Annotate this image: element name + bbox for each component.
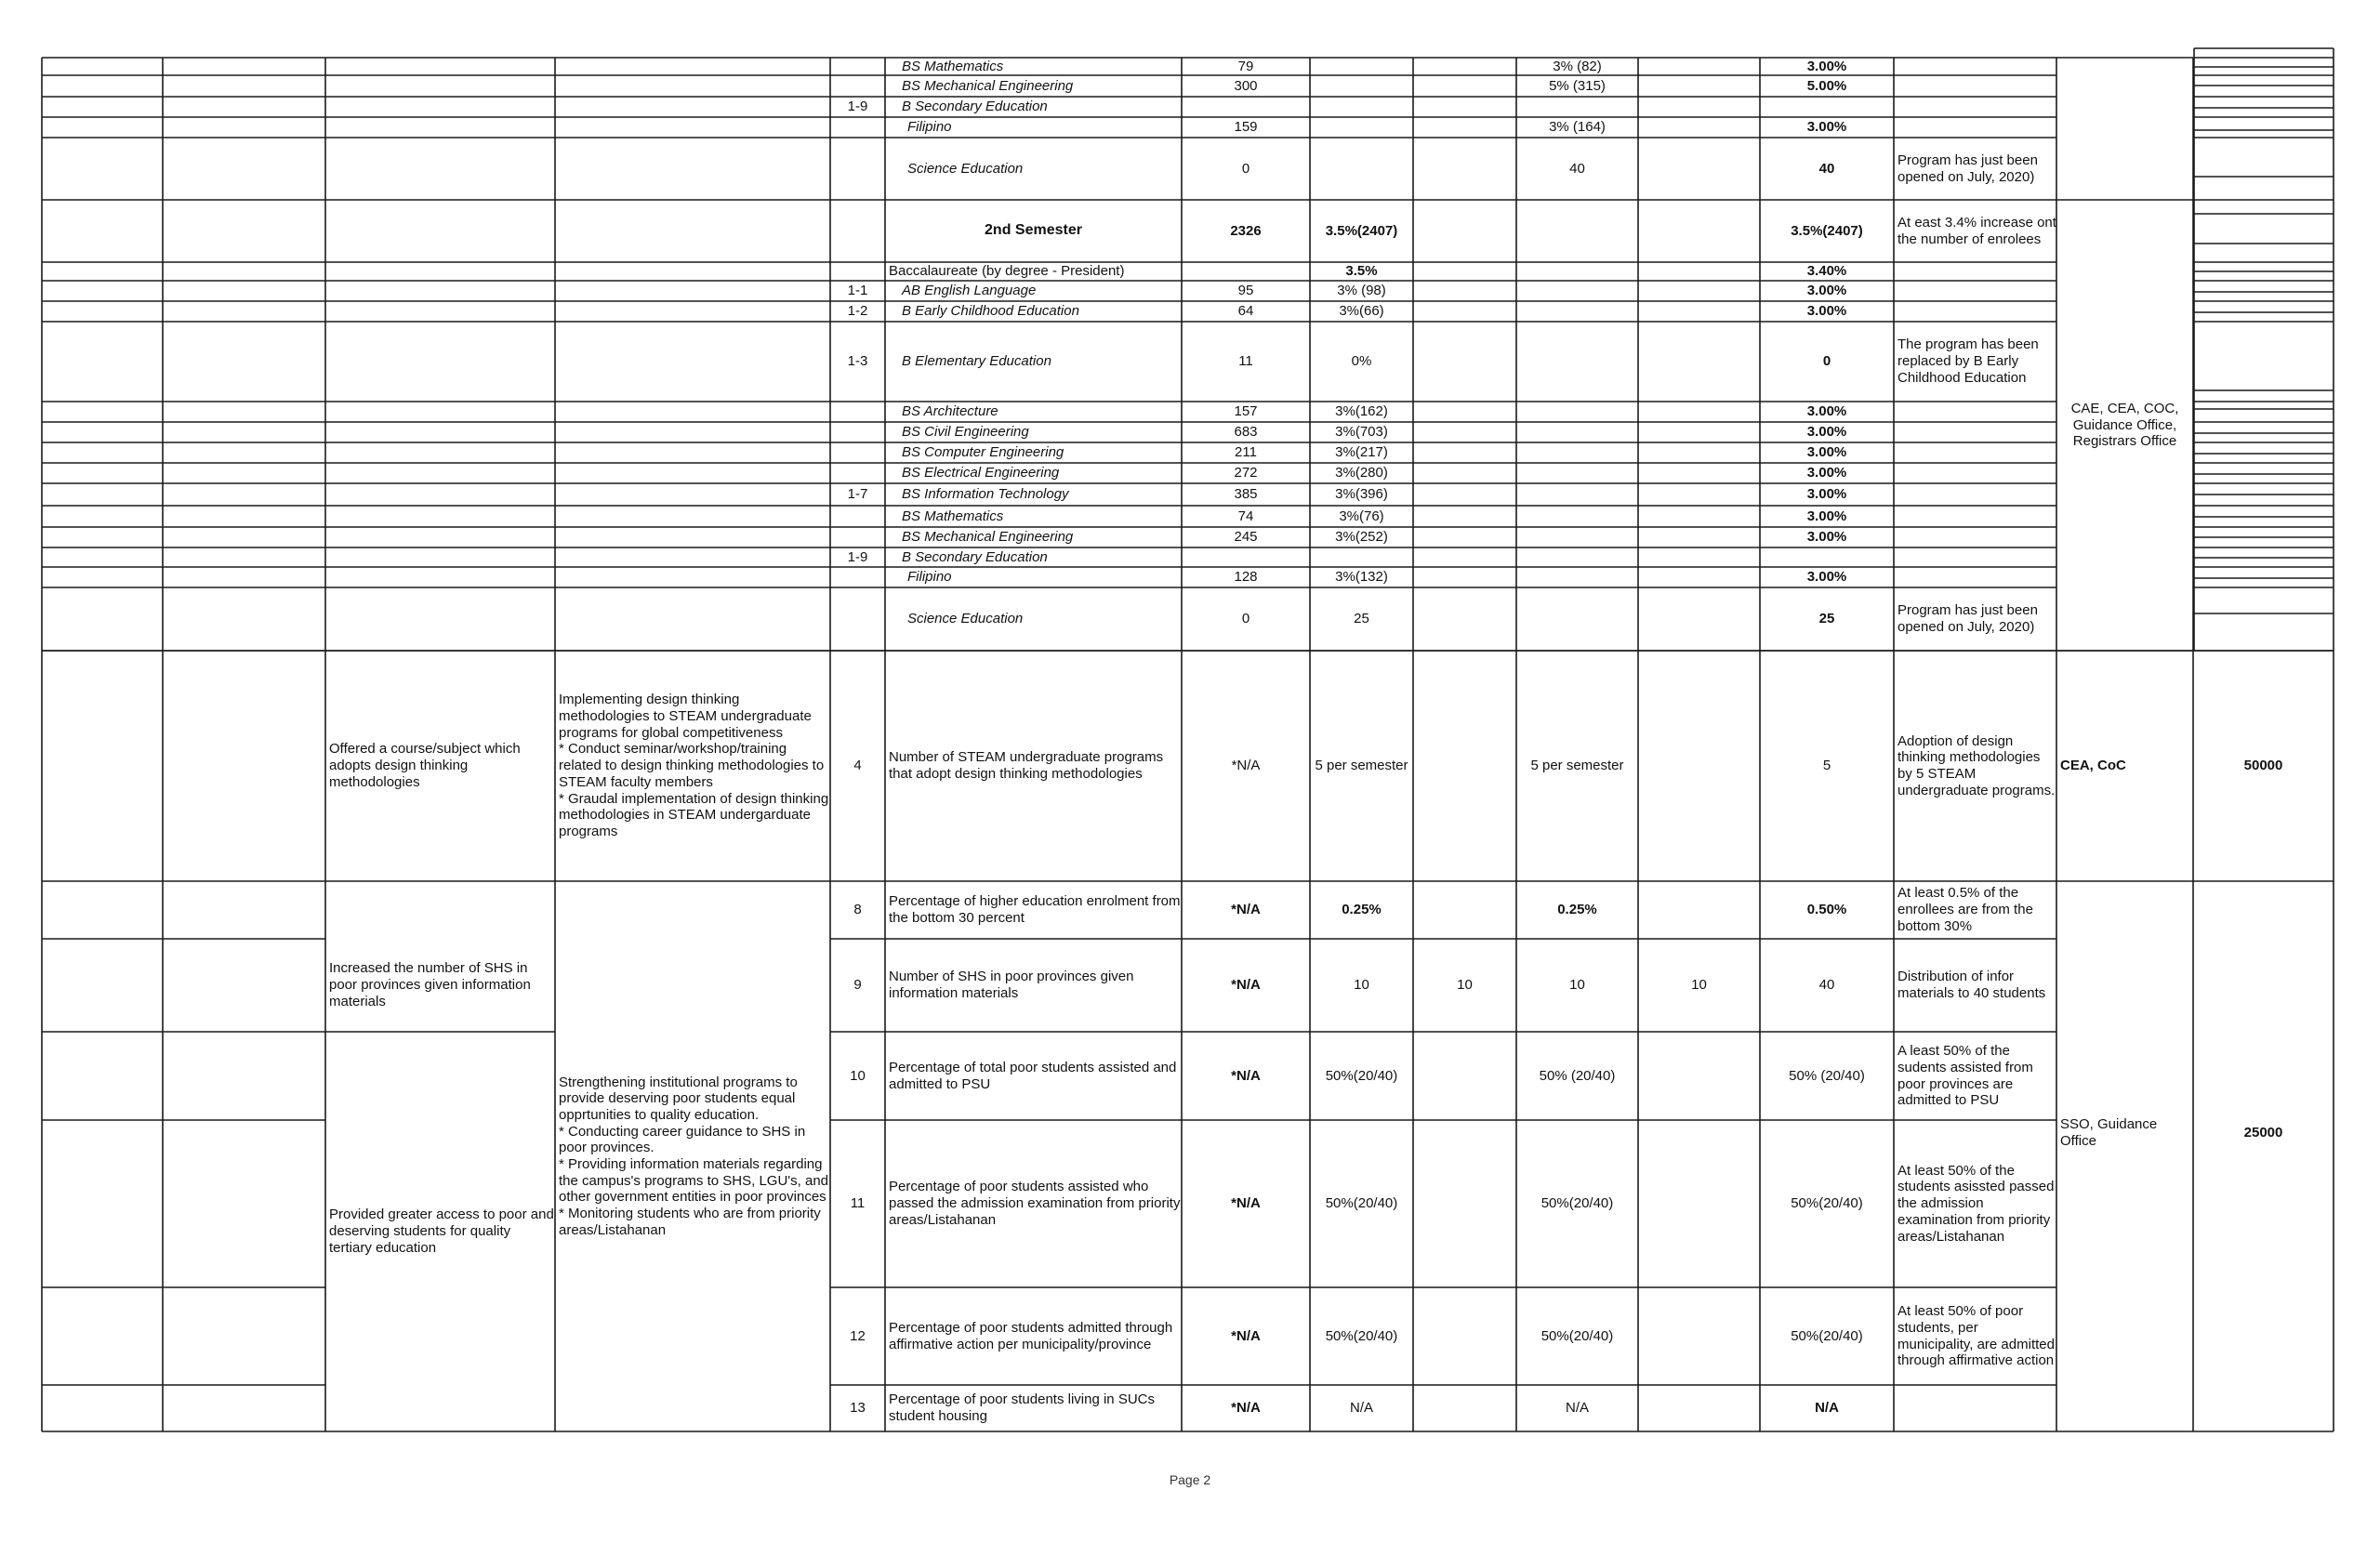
remarks-cell <box>1894 506 2056 527</box>
remarks-cell <box>1894 117 2056 138</box>
target-q3-cell <box>1516 200 1638 262</box>
remarks-cell: At least 50% of poor students, per municipality, are admitted through affirmative action <box>1897 1303 2055 1369</box>
responsible-office-cell: CEA, CoC <box>2060 758 2126 774</box>
remarks-cell <box>1894 442 2056 463</box>
target-q4-cell <box>1638 402 1760 422</box>
target-q2-cell <box>1413 262 1516 281</box>
strategy-cell: Implementing design thinking methodologies to STEAM undergraduate programs for global competitiveness * Conduct seminar/workshop/training related to design thinking methodologies to STEAM faculty members * Graudal implementation of design thinking methodologies in STEAM undergarduate programs <box>559 692 829 839</box>
target-q3-cell <box>1516 402 1638 422</box>
target-q4-cell <box>1638 75 1760 97</box>
target-total-cell: 3.00% <box>1806 403 1847 420</box>
target-q4-cell <box>1638 483 1760 506</box>
target-q1-cell: 3.5% <box>1345 263 1378 280</box>
indicator-cell: Percentage of total poor students assisted and admitted to PSU <box>889 1059 1177 1092</box>
target-q3-cell: 5 per semester <box>1530 758 1624 774</box>
indicator-cell: Percentage of poor students admitted through affirmative action per municipality/province <box>889 1319 1173 1352</box>
indicator-code-cell: 10 <box>850 1067 866 1084</box>
target-total-cell: 3.00% <box>1806 486 1847 503</box>
target-q3-cell <box>1516 322 1638 402</box>
program-code-cell: 1-9 <box>847 99 868 115</box>
remarks-cell <box>1894 97 2056 117</box>
target-q3-cell: 40 <box>1569 160 1585 177</box>
program-name-cell: Science Education <box>907 160 1024 177</box>
indicator-cell: Percentage of poor students assisted who passed the admission examination from priority areas/Listahanan <box>889 1179 1181 1228</box>
outcome-cell: Provided greater access to poor and deserving students for quality tertiary education <box>329 1207 554 1256</box>
baseline-cell: *N/A <box>1231 758 1261 774</box>
program-code-cell <box>830 587 885 651</box>
program-code-cell: 1-7 <box>847 486 868 503</box>
target-q2-cell <box>1413 117 1516 138</box>
target-q3-cell <box>1516 97 1638 117</box>
target-total-cell: 40 <box>1818 977 1835 994</box>
target-q4-cell <box>1638 547 1760 567</box>
target-q4-cell <box>1638 1287 1760 1385</box>
program-code-cell <box>830 463 885 483</box>
target-q3-cell <box>1516 262 1638 281</box>
target-total-cell <box>1760 547 1894 567</box>
budget-cell: 50000 <box>2243 758 2283 774</box>
target-q4-cell <box>1638 262 1760 281</box>
target-q3-cell <box>1516 463 1638 483</box>
target-q2-cell <box>1413 322 1516 402</box>
program-code-cell <box>830 75 885 97</box>
program-code-cell: 1-1 <box>847 283 868 299</box>
target-q3-cell: 0.25% <box>1557 902 1597 918</box>
target-q3-cell <box>1516 442 1638 463</box>
baseline-cell: 128 <box>1234 569 1258 586</box>
target-total-cell: 25 <box>1818 611 1835 627</box>
target-q3-cell <box>1516 547 1638 567</box>
target-q3-cell <box>1516 506 1638 527</box>
outcome-cell: Increased the number of SHS in poor provinces given information materials <box>329 960 531 1009</box>
target-q2-cell <box>1413 281 1516 301</box>
target-q4-cell: 10 <box>1691 977 1707 994</box>
target-total-cell: 3.5%(2407) <box>1791 222 1863 239</box>
program-code-cell <box>830 402 885 422</box>
indicator-code-cell: 13 <box>850 1400 866 1417</box>
target-q4-cell <box>1638 97 1760 117</box>
target-q3-cell: 50% (20/40) <box>1539 1067 1616 1084</box>
program-name-cell: BS Computer Engineering <box>902 444 1064 461</box>
target-total-cell: 0.50% <box>1806 902 1847 918</box>
remarks-cell <box>1894 547 2056 567</box>
baseline-cell: 157 <box>1234 403 1258 420</box>
target-total-cell: 3.00% <box>1806 303 1847 320</box>
baseline-cell: 74 <box>1237 508 1254 524</box>
baseline-cell: 159 <box>1234 119 1258 136</box>
remarks-cell <box>1894 567 2056 587</box>
program-code-cell <box>830 422 885 442</box>
target-q2-cell <box>1413 58 1516 75</box>
target-q4-cell <box>1638 1120 1760 1287</box>
target-q2-cell <box>1413 527 1516 547</box>
target-q3-cell <box>1516 483 1638 506</box>
target-q1-cell <box>1310 138 1413 200</box>
remarks-cell <box>1894 463 2056 483</box>
program-code-cell <box>830 117 885 138</box>
target-total-cell: 5 <box>1822 758 1831 774</box>
target-q2-cell <box>1413 301 1516 322</box>
target-q3-cell: 10 <box>1569 977 1585 994</box>
target-q3-cell: N/A <box>1565 1400 1589 1417</box>
target-q4-cell <box>1638 463 1760 483</box>
remarks-cell <box>1894 281 2056 301</box>
target-q2-cell <box>1413 547 1516 567</box>
target-q4-cell <box>1638 567 1760 587</box>
target-q2-cell <box>1413 506 1516 527</box>
target-q3-cell <box>1516 281 1638 301</box>
target-q1-cell: 3%(703) <box>1335 424 1388 441</box>
program-name-cell: BS Electrical Engineering <box>902 465 1060 481</box>
target-q1-cell <box>1310 117 1413 138</box>
remarks-cell <box>1894 402 2056 422</box>
baseline-cell: *N/A <box>1231 902 1261 918</box>
program-code-cell <box>830 138 885 200</box>
target-q1-cell <box>1310 97 1413 117</box>
outcome-cell: Offered a course/subject which adopts design thinking methodologies <box>329 741 521 790</box>
program-name-cell: B Early Childhood Education <box>902 303 1079 320</box>
remarks-cell: Distribution of infor materials to 40 students <box>1897 969 2046 1001</box>
program-code-cell <box>830 200 885 262</box>
target-q4-cell <box>1638 301 1760 322</box>
baseline-cell: 79 <box>1237 58 1254 74</box>
indicator-code-cell: 4 <box>853 758 862 774</box>
target-q1-cell: 3%(396) <box>1335 486 1388 503</box>
target-q1-cell: 3%(162) <box>1335 403 1388 420</box>
target-total-cell: 50%(20/40) <box>1791 1195 1863 1212</box>
baseline-cell: *N/A <box>1231 977 1261 994</box>
target-q4-cell <box>1638 506 1760 527</box>
target-q1-cell: 10 <box>1354 977 1369 994</box>
target-q4-cell <box>1638 322 1760 402</box>
baseline-cell <box>1182 547 1310 567</box>
indicator-code-cell: 11 <box>850 1195 866 1212</box>
remarks-cell: Adoption of design thinking methodologies by 5 STEAM undergraduate programs. <box>1897 732 2056 798</box>
target-q2-cell <box>1413 200 1516 262</box>
semester-label: 2nd Semester <box>985 222 1082 239</box>
baseline-cell: 272 <box>1234 465 1258 481</box>
indicator-cell: Number of SHS in poor provinces given information materials <box>889 969 1134 1001</box>
remarks-cell: At least 0.5% of the enrollees are from the bottom 30% <box>1897 885 2033 934</box>
program-name-cell: B Secondary Education <box>902 548 1048 565</box>
target-total-cell: 50% (20/40) <box>1789 1067 1865 1084</box>
remarks-cell <box>1894 301 2056 322</box>
target-q1-cell: 3% (98) <box>1337 283 1386 299</box>
target-q1-cell <box>1310 75 1413 97</box>
program-name-cell: AB English Language <box>902 283 1037 299</box>
indicator-code-cell: 8 <box>853 902 862 918</box>
target-q1-cell: 3%(252) <box>1335 529 1388 546</box>
baseline-cell: 385 <box>1234 486 1258 503</box>
baseline-cell: 211 <box>1235 444 1257 461</box>
target-q3-cell: 5% (315) <box>1549 77 1606 94</box>
program-name-cell: BS Mathematics <box>902 508 1004 524</box>
target-q4-cell <box>1638 527 1760 547</box>
target-q2-cell <box>1413 881 1516 939</box>
program-code-cell: 1-9 <box>847 548 868 565</box>
target-q2-cell <box>1413 1385 1516 1431</box>
remarks-cell <box>1894 75 2056 97</box>
baseline-cell: 95 <box>1237 283 1254 299</box>
target-q2-cell <box>1413 97 1516 117</box>
target-q3-cell <box>1516 422 1638 442</box>
baseline-cell: 245 <box>1234 529 1258 546</box>
program-name-cell: BS Information Technology <box>902 486 1069 503</box>
target-q4-cell <box>1638 587 1760 651</box>
remarks-cell <box>1894 422 2056 442</box>
target-q2-cell <box>1413 75 1516 97</box>
responsible-office-cell: SSO, Guidance Office <box>2060 1116 2158 1149</box>
program-name-cell: BS Civil Engineering <box>902 424 1029 441</box>
program-name-cell: BS Mechanical Engineering <box>902 529 1074 546</box>
target-q2-cell <box>1413 402 1516 422</box>
target-q2-cell <box>1413 483 1516 506</box>
baseline-cell: 64 <box>1237 303 1254 320</box>
target-q2-cell <box>1413 422 1516 442</box>
target-q3-cell <box>1516 567 1638 587</box>
baseline-cell: 300 <box>1234 77 1258 94</box>
target-q4-cell <box>1638 200 1760 262</box>
remarks-cell: Program has just been opened on July, 2020) <box>1897 152 2038 185</box>
target-q2-cell <box>1413 587 1516 651</box>
remarks-cell: A least 50% of the sudents assisted from poor provinces are admitted to PSU <box>1897 1043 2033 1109</box>
target-total-cell: 0 <box>1822 353 1831 370</box>
target-q1-cell <box>1310 547 1413 567</box>
target-q4-cell <box>1638 1032 1760 1120</box>
target-q1-cell: 0.25% <box>1342 902 1382 918</box>
remarks-cell <box>1894 483 2056 506</box>
target-total-cell <box>1760 97 1894 117</box>
target-q2-cell <box>1413 1287 1516 1385</box>
remarks-cell: Program has just been opened on July, 2020) <box>1897 602 2038 635</box>
program-name-cell: BS Mathematics <box>902 58 1004 74</box>
target-q3-cell <box>1516 301 1638 322</box>
target-q1-cell: 5 per semester <box>1315 758 1408 774</box>
baseline-cell: 11 <box>1238 353 1253 370</box>
target-total-cell: 3.00% <box>1806 465 1847 481</box>
remarks-cell <box>1894 1385 2056 1431</box>
baseline-cell: *N/A <box>1231 1327 1261 1344</box>
target-q3-cell <box>1516 527 1638 547</box>
target-q1-cell: 0% <box>1351 353 1372 370</box>
target-total-cell: 5.00% <box>1806 77 1847 94</box>
baseline-cell: 0 <box>1241 160 1250 177</box>
target-q4-cell <box>1638 1385 1760 1431</box>
target-total-cell: 3.00% <box>1806 508 1847 524</box>
target-total-cell: 3.00% <box>1806 444 1847 461</box>
target-q3-cell: 50%(20/40) <box>1540 1327 1614 1344</box>
remarks-cell <box>1894 262 2056 281</box>
responsible-office-cell: CAE, CEA, COC, Guidance Office, Registrars Office <box>2070 400 2179 450</box>
target-total-cell: 3.00% <box>1806 283 1847 299</box>
program-code-cell <box>830 442 885 463</box>
program-code-cell: 1-3 <box>847 353 868 370</box>
remarks-cell <box>1894 527 2056 547</box>
baseline-cell: *N/A <box>1231 1400 1261 1417</box>
target-q3-cell: 3% (82) <box>1553 58 1602 74</box>
target-total-cell: 3.00% <box>1806 569 1847 586</box>
target-q2-cell <box>1413 138 1516 200</box>
target-q1-cell: 3.5%(2407) <box>1325 222 1398 239</box>
indicator-cell: Percentage of poor students living in SUCs student housing <box>889 1391 1155 1424</box>
baseline-cell: *N/A <box>1231 1067 1261 1084</box>
remarks-cell: The program has been replaced by B Early Childhood Education <box>1897 336 2039 386</box>
program-name-cell: Filipino <box>907 119 952 136</box>
baseline-cell: 0 <box>1241 611 1250 627</box>
baseline-cell: 2326 <box>1230 222 1262 239</box>
target-q3-cell: 3% (164) <box>1549 119 1606 136</box>
target-q1-cell: 3%(217) <box>1335 444 1388 461</box>
target-total-cell: 3.00% <box>1806 424 1847 441</box>
target-q4-cell <box>1638 281 1760 301</box>
target-q3-cell <box>1516 587 1638 651</box>
target-q4-cell <box>1638 117 1760 138</box>
indicator-code-cell: 9 <box>853 977 862 994</box>
target-q4-cell <box>1638 881 1760 939</box>
strategy-cell: Strengthening institutional programs to provide deserving poor students equal opprtunities to quality education. * Conducting career guidance to SHS in poor provinces. * Providing information materials regarding the campus's programs to SHS, LGU's, and other government entities in poor provinces * Monitoring students who are from priority areas/Listahanan <box>559 1074 829 1238</box>
program-name-cell: B Elementary Education <box>902 353 1051 370</box>
program-code-cell <box>830 567 885 587</box>
target-q1-cell: 3%(280) <box>1335 465 1388 481</box>
target-q4-cell <box>1638 422 1760 442</box>
target-q1-cell: 3%(76) <box>1339 508 1384 524</box>
program-name-cell: BS Mechanical Engineering <box>902 77 1074 94</box>
target-q4-cell <box>1638 58 1760 75</box>
target-q2-cell <box>1413 567 1516 587</box>
target-q4-cell <box>1638 442 1760 463</box>
target-q1-cell: 50%(20/40) <box>1325 1327 1398 1344</box>
indicator-cell: Number of STEAM undergraduate programs that adopt design thinking methodologies <box>889 749 1164 782</box>
target-total-cell: 3.40% <box>1806 263 1847 280</box>
program-name-cell: B Secondary Education <box>902 99 1048 115</box>
program-name-cell: Filipino <box>907 569 952 586</box>
program-code-cell <box>830 58 885 75</box>
indicator-code-cell: 12 <box>850 1327 866 1344</box>
baseline-cell <box>1182 97 1310 117</box>
target-q1-cell <box>1310 58 1413 75</box>
baseline-cell: 683 <box>1234 424 1258 441</box>
target-q2-cell <box>1413 463 1516 483</box>
target-q3-cell: 50%(20/40) <box>1540 1195 1614 1212</box>
target-q1-cell: 25 <box>1354 611 1369 627</box>
target-total-cell: 3.00% <box>1806 529 1847 546</box>
program-code-cell <box>830 262 885 281</box>
target-q2-cell <box>1413 1120 1516 1287</box>
remarks-cell: At east 3.4% increase ont the number of enrolees <box>1897 214 2056 247</box>
target-q2-cell <box>1413 1032 1516 1120</box>
target-total-cell: 50%(20/40) <box>1791 1327 1863 1344</box>
remarks-cell: At least 50% of the students asissted passed the admission examination from priority areas/Listahanan <box>1897 1162 2055 1245</box>
remarks-cell <box>1894 58 2056 75</box>
budget-cell: 25000 <box>2243 1125 2283 1141</box>
target-total-cell: 40 <box>1818 160 1835 177</box>
target-total-cell: 3.00% <box>1806 58 1847 74</box>
target-q1-cell: 3%(132) <box>1335 569 1388 586</box>
target-q2-cell <box>1413 442 1516 463</box>
program-code-cell <box>830 506 885 527</box>
target-q2-cell: 10 <box>1457 977 1473 994</box>
target-q1-cell: 50%(20/40) <box>1325 1195 1398 1212</box>
program-name-cell: Baccalaureate (by degree - President) <box>889 263 1125 280</box>
target-q1-cell: 3%(66) <box>1339 303 1384 320</box>
program-name-cell: Science Education <box>907 611 1024 627</box>
page-number: Page 2 <box>1169 1472 1211 1487</box>
program-code-cell: 1-2 <box>847 303 868 320</box>
target-total-cell: N/A <box>1815 1400 1839 1417</box>
program-code-cell <box>830 527 885 547</box>
program-name-cell: BS Architecture <box>902 403 998 420</box>
baseline-cell: *N/A <box>1231 1195 1261 1212</box>
target-total-cell: 3.00% <box>1806 119 1847 136</box>
target-q1-cell: N/A <box>1349 1400 1373 1417</box>
baseline-cell <box>1182 262 1310 281</box>
target-q4-cell <box>1638 138 1760 200</box>
target-q1-cell: 50%(20/40) <box>1325 1067 1398 1084</box>
indicator-cell: Percentage of higher education enrolment from the bottom 30 percent <box>889 893 1181 926</box>
